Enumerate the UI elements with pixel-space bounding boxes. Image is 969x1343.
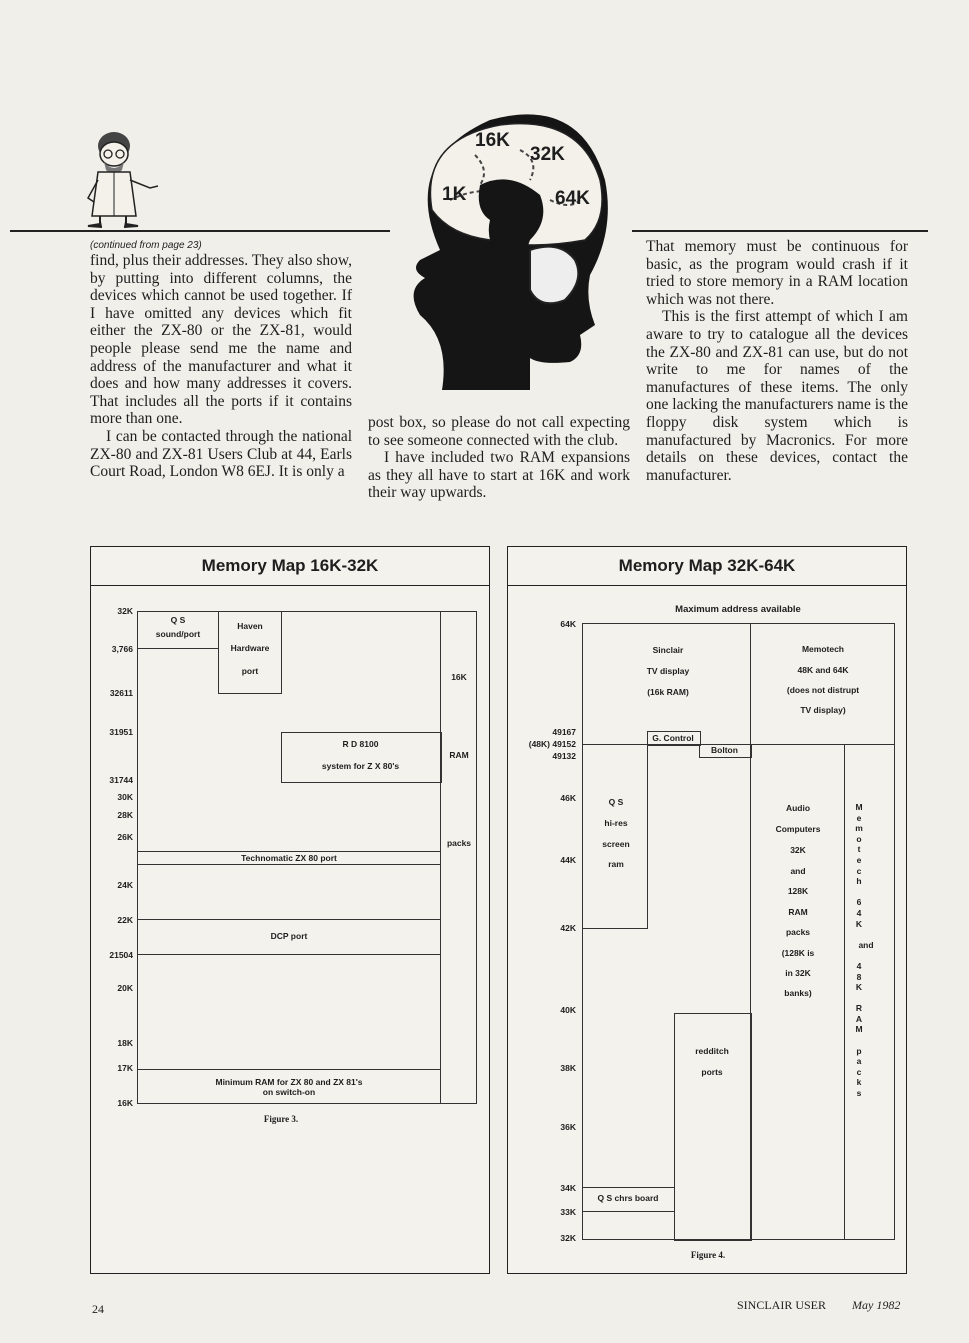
map2-max-address-label: Maximum address available [675, 604, 801, 615]
map2-axis-34k: 34K [560, 1183, 576, 1193]
map1-ram-label: RAM [449, 750, 469, 760]
brain-label-1k: 1K [442, 184, 467, 205]
map1-axis-21504: 21504 [109, 950, 133, 960]
map1-axis-31744: 31744 [109, 775, 133, 785]
map2-audio-label-4: and [790, 866, 806, 876]
map2-vertical-column: M e m o t e c h 6 4 K and 4 8 K R A M p a c k s [855, 802, 874, 1099]
top-rule-right [632, 230, 928, 232]
col2-paragraph-1: post box, so please do not call expecting to see someone connected with the club. [368, 414, 630, 449]
brain-head-illustration [380, 100, 620, 390]
col1-paragraph-1: find, plus their addresses. They also show, by putting into different columns, the devices which cannot be used together. If I have omitted any devices which fit either the ZX-80 or the ZX-81, would people please send me the name and address of the manufacturer and what it does and how many addresses it covers. That includes all the ports if it contains more than one. [90, 252, 352, 428]
map2-redditch-label-2: ports [701, 1067, 723, 1077]
map1-axis-30k: 30K [117, 792, 133, 802]
map1-rd8100-label-2: system for Z X 80's [321, 761, 400, 771]
map2-memotech-label-3: (does not distrupt [786, 685, 860, 695]
map2-qs-label-3: screen [602, 839, 630, 849]
map2-axis-49152: (48K) 49152 [528, 739, 576, 749]
map1-haven-label-2: Hardware [230, 643, 270, 653]
map2-axis-36k: 36K [560, 1122, 576, 1132]
col2-paragraph-2: I have included two RAM expansions as they all have to start at 16K and work their way upwards. [368, 449, 630, 502]
map1-axis-17k: 17K [117, 1063, 133, 1073]
col1-paragraph-2: I can be contacted through the national ZX-80 and ZX-81 Users Club at 44, Earls Court Road, London W8 6EJ. It is only a [90, 427, 352, 481]
col3-paragraph-1: That memory must be continuous for basic, as the program would crash if it tried to store memory in a RAM location which was not there. [646, 238, 908, 308]
article-column-2 [368, 414, 630, 502]
map2-memotech-label-1: Memotech [801, 644, 845, 654]
map2-sinclair-label-2: TV display [646, 666, 690, 676]
map1-technomatic-label: Technomatic ZX 80 port [241, 853, 337, 863]
map1-axis-22k: 22K [117, 915, 133, 925]
map1-axis-31951: 31951 [109, 727, 133, 737]
map2-memotech-label-2: 48K and 64K [797, 665, 849, 675]
map2-axis-49132: 49132 [552, 751, 576, 761]
map2-audio-label-8: (128K is [781, 948, 815, 958]
map1-haven-label-3: port [241, 666, 259, 676]
continued-note: (continued from page 23) [90, 240, 202, 251]
map2-qs-label-4: ram [608, 859, 624, 869]
map1-axis-18k: 18K [117, 1038, 133, 1048]
top-rule-left [10, 230, 390, 232]
brain-label-32k: 32K [530, 144, 565, 165]
publication-name: SINCLAIR USER [737, 1298, 827, 1312]
memory-map-16k-32k [90, 546, 490, 1274]
map1-title: Memory Map 16K-32K [91, 547, 489, 586]
map1-ram-16k-label: 16K [451, 672, 467, 682]
map1-figure-caption: Figure 3. [263, 1114, 299, 1124]
map1-axis-26k: 26K [117, 832, 133, 842]
map2-axis-40k: 40K [560, 1005, 576, 1015]
map2-audio-label-3: 32K [790, 845, 806, 855]
map2-audio-label-7: packs [785, 927, 811, 937]
map2-axis-46k: 46K [560, 793, 576, 803]
map1-minimum-ram-label-1: Minimum RAM for ZX 80 and ZX 81's [215, 1077, 363, 1087]
map2-audio-label-2: Computers [775, 824, 821, 834]
map2-axis-38k: 38K [560, 1063, 576, 1073]
map2-audio-label-1: Audio [785, 803, 811, 813]
map2-axis-49167: 49167 [552, 727, 576, 737]
col3-paragraph-2: This is the first attempt of which I am aware to try to catalogue all the devices the ZX-80 and ZX-81 can use, but do not write to me for names of the manufactures of these items. The only one lacking the manufacturers name is the floppy disk system which is manufactured by Macronics. For more details on these devices, contact the manufacturer. [646, 308, 908, 484]
page-number: 24 [92, 1302, 104, 1316]
map1-axis-16k: 16K [117, 1098, 133, 1108]
map2-axis-32k: 32K [560, 1233, 576, 1243]
map2-audio-label-10: banks) [784, 988, 812, 998]
map2-audio-label-6: RAM [788, 907, 808, 917]
map1-qs-sub-label: sound/port [155, 629, 201, 639]
map1-axis-32k: 32K [117, 606, 133, 616]
map2-redditch-label-1: redditch [695, 1046, 729, 1056]
map1-dcp-label: DCP port [270, 931, 308, 941]
map1-axis-20k: 20K [117, 983, 133, 993]
map2-audio-label-5: 128K [787, 886, 809, 896]
map2-memotech-label-4: TV display) [800, 705, 846, 715]
map2-axis-33k: 33K [560, 1207, 576, 1217]
map2-figure-caption: Figure 4. [690, 1250, 726, 1260]
map1-qs-label: Q S [170, 615, 186, 625]
map2-qs-label-1: Q S [608, 797, 624, 807]
map2-gcontrol-label: G. Control [652, 733, 694, 743]
map2-bolton-label: Bolton [711, 745, 738, 755]
brain-label-64k: 64K [555, 188, 590, 209]
map2-sinclair-label-1: Sinclair [652, 645, 684, 655]
brain-label-16k: 16K [475, 130, 510, 151]
article-column-3 [646, 238, 908, 484]
map1-axis-24k: 24K [117, 880, 133, 890]
map2-title: Memory Map 32K-64K [508, 547, 906, 586]
map1-axis-3766: 3,766 [111, 644, 133, 654]
map2-axis-42k: 42K [560, 923, 576, 933]
map2-qs-label-2: hi-res [604, 818, 628, 828]
map1-haven-label-1: Haven [237, 621, 263, 631]
map1-packs-label: packs [446, 838, 472, 848]
map2-sinclair-label-3: (16k RAM) [647, 687, 689, 697]
map2-axis-44k: 44K [560, 855, 576, 865]
map1-minimum-ram-label-2: on switch-on [262, 1087, 316, 1097]
publication-date: May 1982 [852, 1298, 901, 1312]
map1-axis-28k: 28K [117, 810, 133, 820]
map1-axis-32611: 32611 [109, 688, 133, 698]
article-column-1 [90, 240, 352, 481]
map2-audio-label-9: in 32K [785, 968, 811, 978]
map2-axis-64k: 64K [560, 619, 576, 629]
professor-illustration [78, 128, 170, 230]
map1-rd8100-label-1: R D 8100 [342, 739, 379, 749]
memory-map-32k-64k [507, 546, 907, 1274]
map2-qs-chrs-label: Q S chrs board [597, 1193, 659, 1203]
